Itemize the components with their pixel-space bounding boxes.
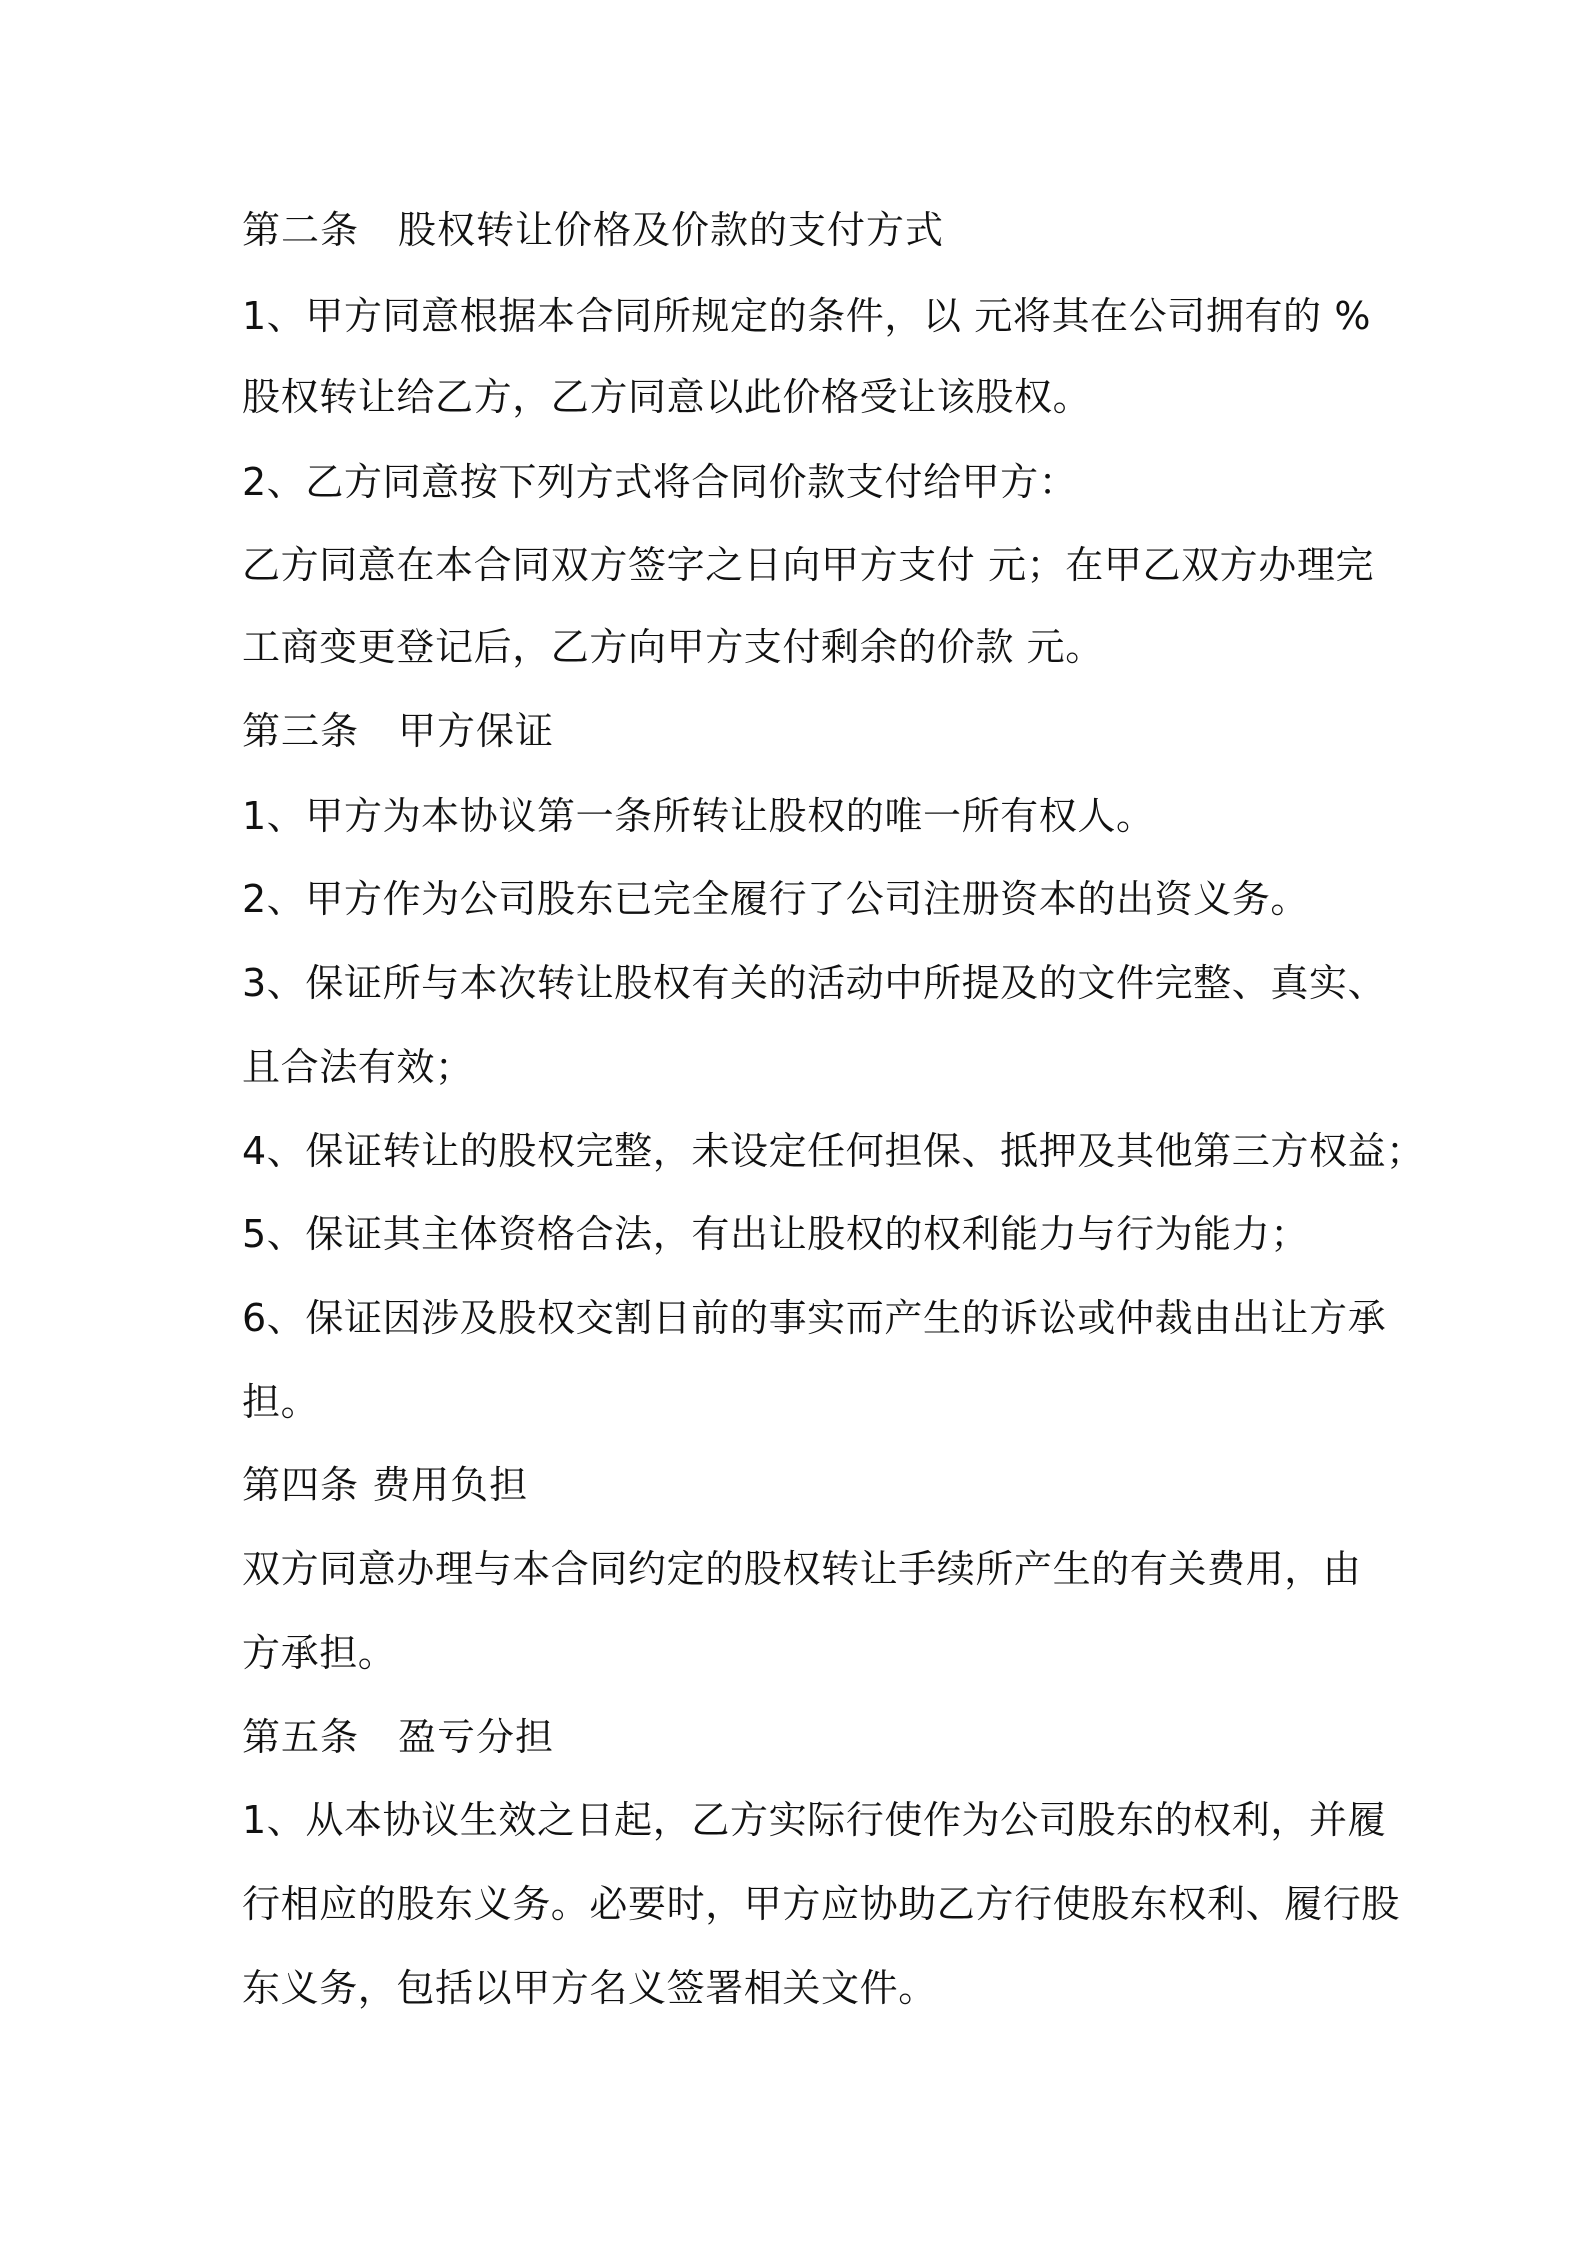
paragraph-line: 工商变更登记后，乙方向甲方支付剩余的价款 元。 [242,625,1104,669]
paragraph-line: 双方同意办理与本合同约定的股权转让手续所产生的有关费用，由 [242,1547,1362,1591]
paragraph-line: 4、保证转让的股权完整，未设定任何担保、抵押及其他第三方权益； [242,1129,1425,1173]
article-4-heading: 第四条 费用负担 [242,1463,529,1507]
paragraph-line: 1、从本协议生效之日起，乙方实际行使作为公司股东的权利，并履 [242,1798,1387,1842]
article-5-heading: 第五条 盈亏分担 [242,1715,555,1759]
paragraph-line: 1、甲方为本协议第一条所转让股权的唯一所有权人。 [242,794,1155,838]
paragraph-line: 东义务，包括以甲方名义签署相关文件。 [242,1966,937,2010]
paragraph-line: 5、保证其主体资格合法，有出让股权的权利能力与行为能力； [242,1212,1309,1256]
paragraph-line: 方承担。 [242,1631,397,1675]
paragraph-line: 且合法有效； [242,1045,474,1089]
paragraph-line: 1、甲方同意根据本合同所规定的条件，以 元将其在公司拥有的 % [242,294,1372,338]
article-3-heading: 第三条 甲方保证 [242,709,555,753]
paragraph-line: 6、保证因涉及股权交割日前的事实而产生的诉讼或仲裁由出让方承 [242,1296,1387,1340]
paragraph-line: 2、乙方同意按下列方式将合同价款支付给甲方： [242,460,1078,504]
paragraph-line: 乙方同意在本合同双方签字之日向甲方支付 元；在甲乙双方办理完 [242,543,1375,587]
article-2-heading: 第二条 股权转让价格及价款的支付方式 [242,208,945,252]
paragraph-line: 行相应的股东义务。必要时，甲方应协助乙方行使股东权利、履行股 [242,1882,1401,1926]
paragraph-line: 2、甲方作为公司股东已完全履行了公司注册资本的出资义务。 [242,877,1309,921]
paragraph-line: 担。 [242,1380,320,1424]
paragraph-line: 股权转让给乙方，乙方同意以此价格受让该股权。 [242,375,1092,419]
paragraph-line: 3、保证所与本次转让股权有关的活动中所提及的文件完整、真实、 [242,961,1387,1005]
